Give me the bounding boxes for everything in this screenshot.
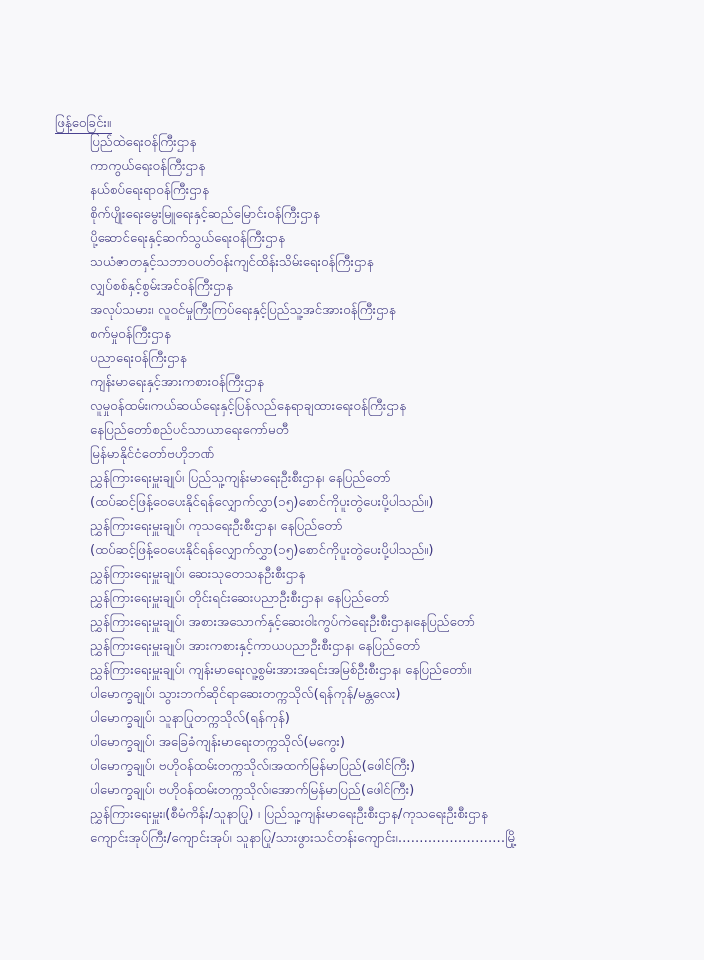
list-item: ပါမောက္ခချုပ်၊ အခြေခံကျန်းမာရေးတက္ကသိုလ်(မကွေး): [90, 735, 346, 750]
list-item: ပါမောက္ခချုပ်၊ သူနာပြုတက္ကသိုလ်(ရန်ကုန်): [90, 711, 291, 726]
list-item: သယံဇာတနှင့်သဘာဝပတ်ဝန်းကျင်ထိန်းသိမ်းရေးဝန်ကြီးဌာန: [90, 255, 374, 270]
list-item: ညွှန်ကြားရေးမှူးချုပ်၊ တိုင်းရင်းဆေးပညာဦးစီးဌာန၊ နေပြည်တော်: [90, 591, 390, 606]
list-item: (ထပ်ဆင့်ဖြန့်ဝေပေးနိုင်ရန်လျှောက်လွှာ(၁၅)စောင်ကိုပူးတွဲပေးပို့ပါသည်။): [90, 495, 434, 510]
list-item: ကျန်းမာရေးနှင့်အားကစားဝန်ကြီးဌာန: [90, 375, 264, 390]
list-item: ညွှန်ကြားရေးမှူးချုပ်၊ ဆေးသုတေသနဦးစီးဌာန: [90, 567, 306, 582]
list-item: စိုက်ပျိုးရေးမွေးမြူရေးနှင့်ဆည်မြောင်းဝန်ကြီးဌာန: [90, 207, 320, 222]
list-item: ပို့ဆောင်ရေးနှင့်ဆက်သွယ်ရေးဝန်ကြီးဌာန: [90, 231, 286, 246]
distribution-heading: ဖြန့်ဝေခြင်း။: [55, 116, 112, 131]
list-item: မြန်မာနိုင်ငံတော်ဗဟိုဘဏ်: [90, 447, 214, 462]
list-item: နယ်စပ်ရေးရာဝန်ကြီးဌာန: [90, 183, 210, 198]
list-item: ပြည်ထဲရေးဝန်ကြီးဌာန: [90, 135, 197, 150]
list-item: ပါမောက္ခချုပ်၊ သွားဘက်ဆိုင်ရာဆေးတက္ကသိုလ်(ရန်ကုန်/မန္တလေး): [90, 687, 401, 702]
list-item: ညွှန်ကြားရေးမှူးချုပ်၊ ပြည်သူ့ကျန်းမာရေးဦးစီးဌာန၊ နေပြည်တော်: [90, 471, 391, 486]
list-item: ပညာရေးဝန်ကြီးဌာန: [90, 351, 187, 366]
list-item: ပါမောက္ခချုပ်၊ ဗဟိုဝန်ထမ်းတက္ကသိုလ်၊အောက်မြန်မာပြည်(ဖေါင်ကြီး): [90, 783, 415, 798]
list-item: ကျောင်းအုပ်ကြီး/ကျောင်းအုပ်၊ သူနာပြု/သားဖွားသင်တန်းကျောင်း၊.........................မြို့: [90, 831, 518, 846]
list-item: အလုပ်သမား၊ လူဝင်မှုကြီးကြပ်ရေးနှင့်ပြည်သူ့အင်အားဝန်ကြီးဌာန: [90, 303, 396, 318]
list-item: ညွှန်ကြားရေးမှူးချုပ်၊ ကျန်းမာရေးလူ့စွမ်းအားအရင်းအမြစ်ဦးစီးဌာန၊ နေပြည်တော်။: [90, 663, 472, 678]
list-item: ညွှန်ကြားရေးမှူးချုပ်၊ အားကစားနှင့်ကာယပညာဦးစီးဌာန၊ နေပြည်တော်: [90, 639, 421, 654]
list-item: ညွှန်ကြားရေးမှူး၊(စီမံကိန်း/သူနာပြု) ၊ ပြည်သူ့ကျန်းမာရေးဦးစီးဌာန/ကုသရေးဦးစီးဌာန: [90, 807, 488, 822]
list-item: လူမှုဝန်ထမ်း၊ကယ်ဆယ်ရေးနှင့်ပြန်လည်နေရာချထားရေးဝန်ကြီးဌာန: [90, 399, 407, 414]
list-item: လျှပ်စစ်နှင့်စွမ်းအင်ဝန်ကြီးဌာန: [90, 279, 233, 294]
list-item: (ထပ်ဆင့်ဖြန့်ဝေပေးနိုင်ရန်လျှောက်လွှာ(၁၅)စောင်ကိုပူးတွဲပေးပို့ပါသည်။): [90, 543, 434, 558]
list-item: စက်မှုဝန်ကြီးဌာန: [90, 327, 171, 342]
list-item: ကာကွယ်ရေးဝန်ကြီးဌာန: [90, 159, 206, 174]
list-item: နေပြည်တော်စည်ပင်သာယာရေးကော်မတီ: [90, 423, 289, 438]
list-item: ညွှန်ကြားရေးမှူးချုပ်၊ ကုသရေးဦးစီးဌာန၊ နေပြည်တော်: [90, 519, 343, 534]
list-item: ညွှန်ကြားရေးမှူးချုပ်၊ အစားအသောက်နှင့်ဆေးဝါးကွပ်ကဲရေးဦးစီးဌာန၊နေပြည်တော်: [90, 615, 476, 630]
list-item: ပါမောက္ခချုပ်၊ ဗဟိုဝန်ထမ်းတက္ကသိုလ်၊အထက်မြန်မာပြည်(ဖေါင်ကြီး): [90, 759, 416, 774]
